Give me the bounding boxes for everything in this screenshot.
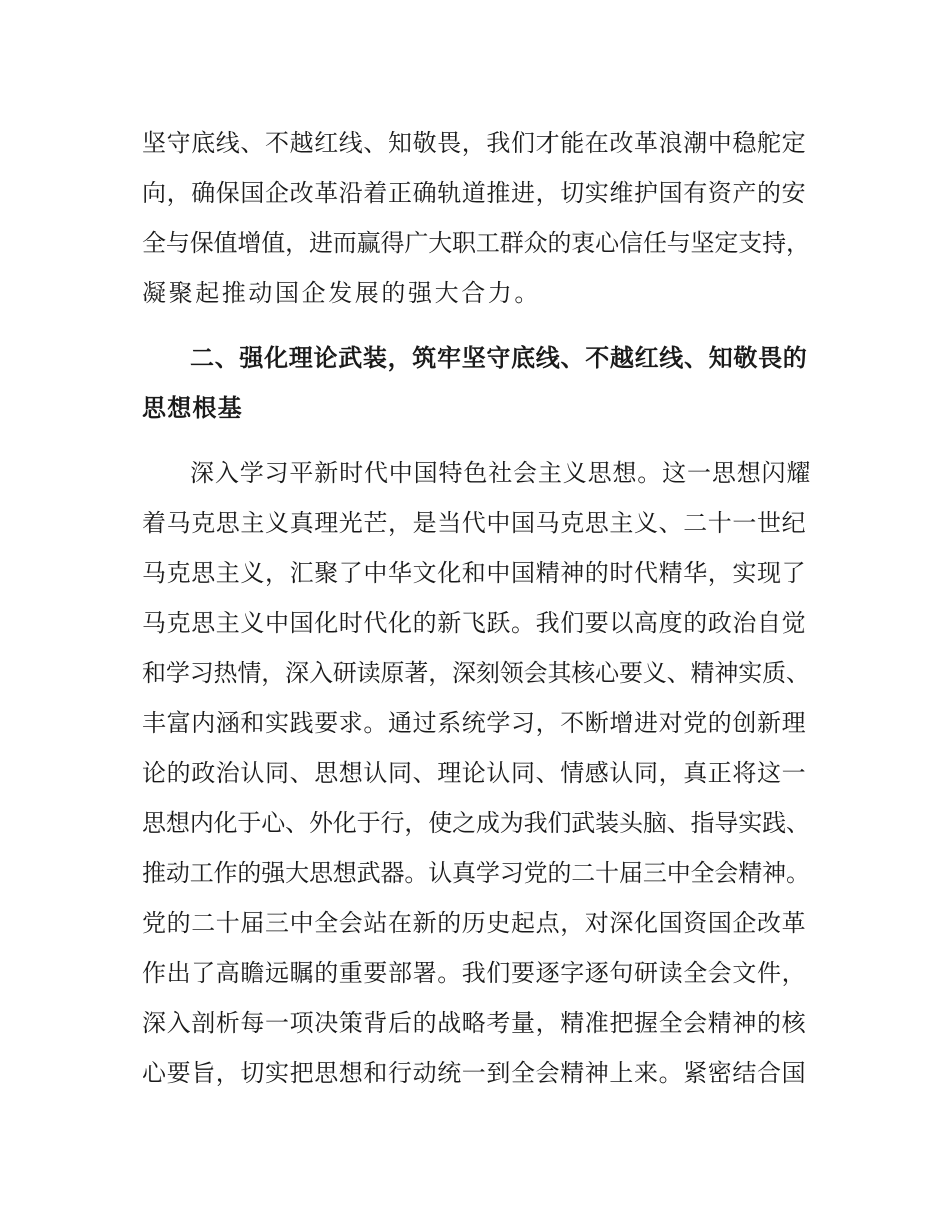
paragraph-line: 马克思主义，汇聚了中华文化和中国精神的时代精华，实现了 [142, 559, 807, 587]
section-heading: 二、强化理论武装，筑牢坚守底线、不越红线、知敬畏的 [190, 344, 808, 372]
section-heading: 思想根基 [142, 394, 243, 422]
paragraph-line: 坚守底线、不越红线、知敬畏，我们才能在改革浪潮中稳舵定 [142, 129, 807, 157]
paragraph-line: 着马克思主义真理光芒，是当代中国马克思主义、二十一世纪 [142, 509, 807, 537]
paragraph-line: 马克思主义中国化时代化的新飞跃。我们要以高度的政治自觉 [142, 609, 807, 637]
paragraph-line: 凝聚起推动国企发展的强大合力。 [142, 279, 541, 307]
paragraph-line: 向，确保国企改革沿着正确轨道推进，切实维护国有资产的安 [142, 179, 807, 207]
paragraph-line: 推动工作的强大思想武器。认真学习党的二十届三中全会精神。 [142, 859, 810, 887]
paragraph-line: 论的政治认同、思想认同、理论认同、情感认同，真正将这一 [142, 759, 807, 787]
paragraph-line: 思想内化于心、外化于行，使之成为我们武装头脑、指导实践、 [142, 809, 810, 837]
paragraph-line: 深入剖析每一项决策背后的战略考量，精准把握全会精神的核 [142, 1009, 807, 1037]
paragraph-line: 和学习热情，深入研读原著，深刻领会其核心要义、精神实质、 [142, 659, 810, 687]
paragraph-line: 党的二十届三中全会站在新的历史起点，对深化国资国企改革 [142, 909, 807, 937]
paragraph-line: 作出了高瞻远瞩的重要部署。我们要逐字逐句研读全会文件， [142, 959, 807, 987]
paragraph-line: 深入学习平新时代中国特色社会主义思想。这一思想闪耀 [190, 459, 812, 487]
paragraph-line: 丰富内涵和实践要求。通过系统学习，不断增进对党的创新理 [142, 709, 807, 737]
paragraph-line: 全与保值增值，进而赢得广大职工群众的衷心信任与坚定支持， [142, 229, 810, 257]
paragraph-line: 心要旨，切实把思想和行动统一到全会精神上来。紧密结合国 [142, 1059, 807, 1087]
